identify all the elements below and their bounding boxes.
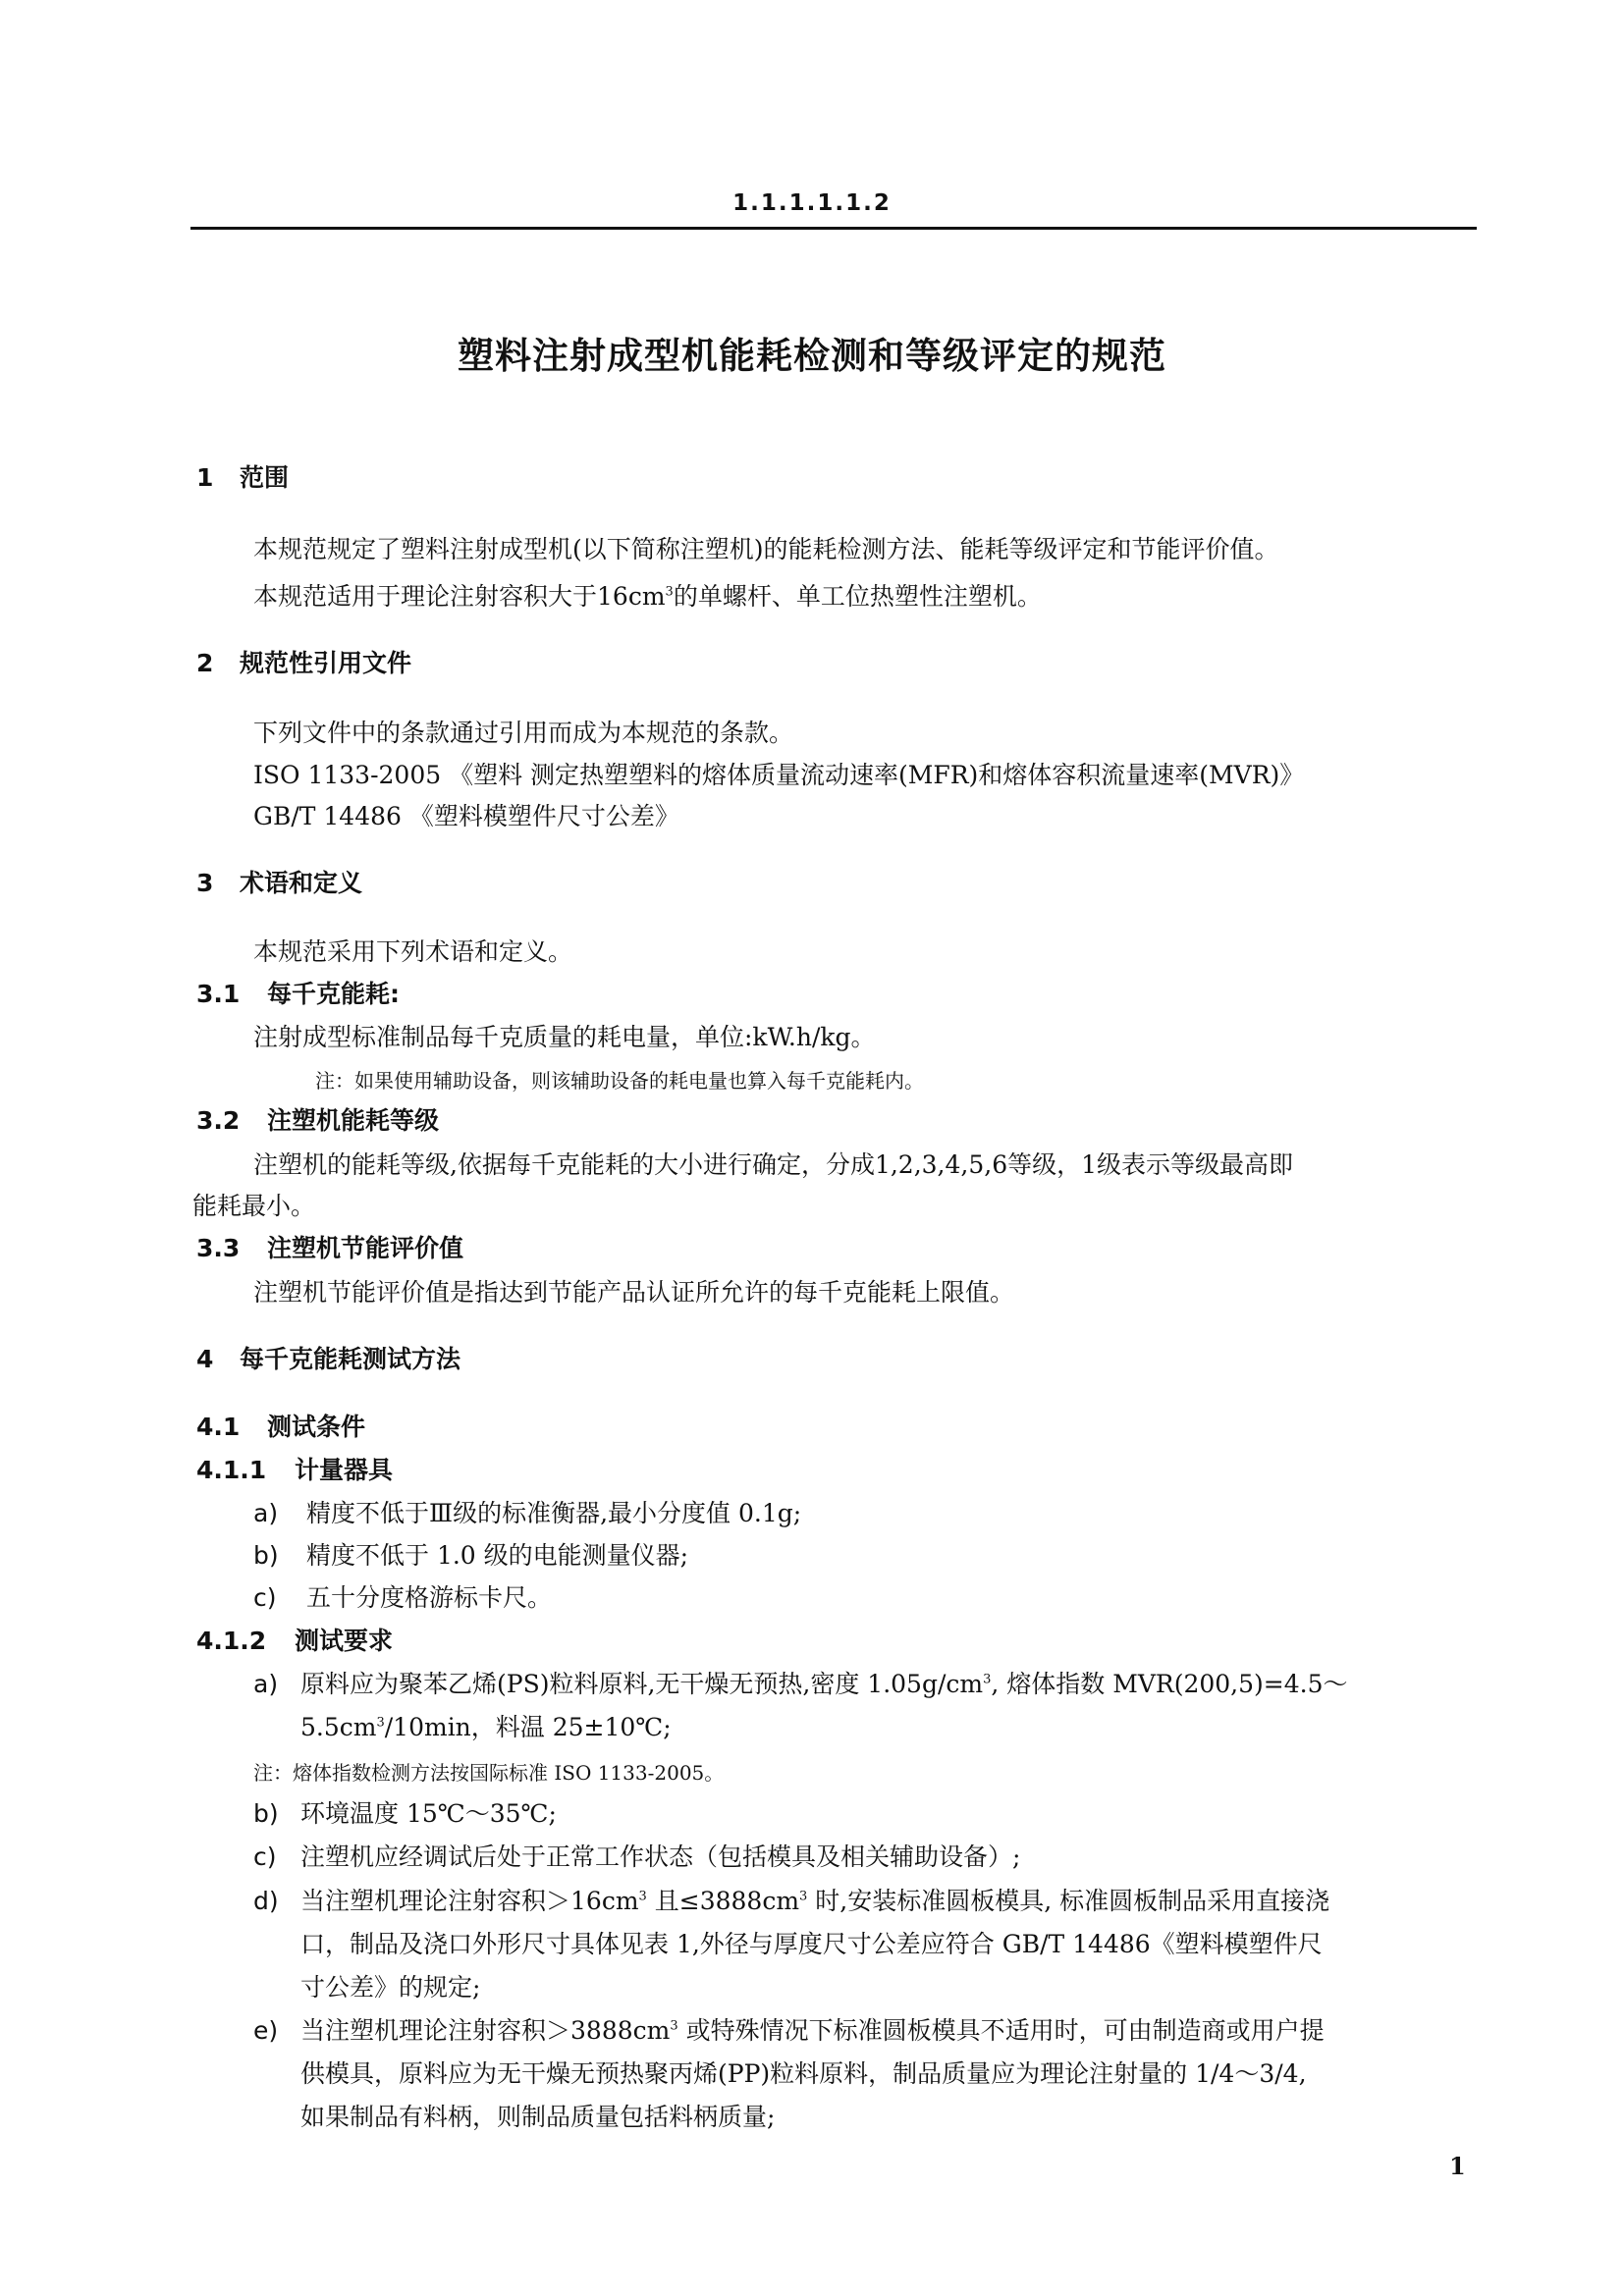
requirement-d-line-2: 口，制品及浇口外形尺寸具体见表 1,外径与厚度尺寸公差应符合 GB/T 14486《塑料模塑件尺 [300, 1930, 1323, 1958]
section-title: 术语和定义 [240, 869, 363, 897]
header-rule [190, 227, 1477, 230]
reference-gbt-14486: GB/T 14486 《塑料模塑件尺寸公差》 [253, 802, 679, 830]
reference-iso-1133: ISO 1133-2005 《塑料 测定热塑塑料的熔体质量流动速率(MFR)和熔体容积流量速率(MVR)》 [253, 761, 1305, 789]
section-number: 2 [196, 649, 214, 677]
list-item: a) 精度不低于Ⅲ级的标准衡器,最小分度值 0.1g; [253, 1499, 802, 1527]
section-1-heading [196, 461, 289, 495]
requirement-b: b) 环境温度 15℃～35℃; [253, 1799, 557, 1828]
requirement-d-line-1: d) 当注塑机理论注射容积$>16cm^3$ 且$\le 3888cm^3$ 时,安装标准圆板模具, 标准圆板制品采用直接浇 [253, 1887, 1330, 1915]
section-3-2-paragraph-line-1: 注塑机的能耗等级,依据每千克能耗的大小进行确定，分成1,2,3,4,5,6等级，1级表示等级最高即 [253, 1150, 1294, 1179]
list-item: b) 精度不低于 1.0 级的电能测量仪器; [253, 1541, 689, 1570]
section-3-1-paragraph: 注射成型标准制品每千克质量的耗电量，单位:kW.h/kg。 [253, 1023, 876, 1051]
section-1-paragraph-1: 本规范规定了塑料注射成型机(以下简称注塑机)的能耗检测方法、能耗等级评定和节能评价值。 [253, 535, 1279, 563]
section-title: 每千克能耗测试方法 [240, 1345, 461, 1373]
requirement-e-line-2: 供模具，原料应为无干燥无预热聚丙烯(PP)粒料原料，制品质量应为理论注射量的 1/4～3/4, [300, 2059, 1307, 2088]
section-1-paragraph-2: 本规范适用于理论注射容积大于$16cm^3$的单螺杆、单工位热塑性注塑机。 [253, 582, 1042, 611]
section-title: 范围 [240, 463, 290, 492]
section-4-heading [196, 1343, 460, 1376]
section-title: 规范性引用文件 [240, 649, 412, 677]
section-4-1-2-heading: 4.1.2 测试要求 [196, 1627, 394, 1655]
requirement-e-line-1: e) 当注塑机理论注射容积$>3888cm^3$ 或特殊情况下标准圆板模具不适用时，可由制造商或用户提 [253, 2016, 1325, 2045]
section-3-2-paragraph-line-2: 能耗最小。 [192, 1192, 316, 1220]
section-3-1-note: 注：如果使用辅助设备，则该辅助设备的耗电量也算入每千克能耗内。 [315, 1069, 924, 1093]
section-2-paragraph: 下列文件中的条款通过引用而成为本规范的条款。 [253, 719, 794, 747]
section-3-2-heading: 3.2 注塑机能耗等级 [196, 1106, 440, 1135]
requirement-d-line-3: 寸公差》的规定; [300, 1973, 481, 2002]
page-number: 1 [1449, 2152, 1466, 2180]
section-3-3-heading: 3.3 注塑机节能评价值 [196, 1234, 464, 1262]
list-item: c) 五十分度格游标卡尺。 [253, 1583, 553, 1612]
section-number: 3 [196, 869, 214, 897]
section-3-3-paragraph: 注塑机节能评价值是指达到节能产品认证所允许的每千克能耗上限值。 [253, 1278, 1015, 1307]
document-title: 塑料注射成型机能耗检测和等级评定的规范 [458, 335, 1166, 377]
requirement-c: c) 注塑机应经调试后处于正常工作状态（包括模具及相关辅助设备）; [253, 1842, 1021, 1871]
requirement-e-line-3: 如果制品有料柄，则制品质量包括料柄质量; [300, 2103, 776, 2131]
section-number: 4 [196, 1345, 214, 1373]
header-section-number: 1.1.1.1.1.2 [732, 190, 892, 216]
section-4-1-1-heading: 4.1.1 计量器具 [196, 1456, 394, 1484]
requirement-a-line-1: a) 原料应为聚苯乙烯(PS)粒料原料,无干燥无预热,密度 $1.05g/cm^3$, 熔体指数 MVR(200,5)=4.5～ [253, 1670, 1348, 1698]
section-3-heading [196, 867, 362, 900]
requirement-note: 注：熔体指数检测方法按国际标准 ISO 1133-2005。 [253, 1761, 725, 1785]
section-4-1-heading: 4.1 测试条件 [196, 1413, 366, 1441]
section-3-paragraph: 本规范采用下列术语和定义。 [253, 937, 573, 966]
section-3-1-heading: 3.1 每千克能耗: [196, 980, 400, 1008]
requirement-a-line-2: $5.5cm^3/10\min$，料温 25±10℃; [300, 1713, 672, 1741]
section-number: 1 [196, 463, 214, 492]
section-2-heading [196, 647, 411, 680]
